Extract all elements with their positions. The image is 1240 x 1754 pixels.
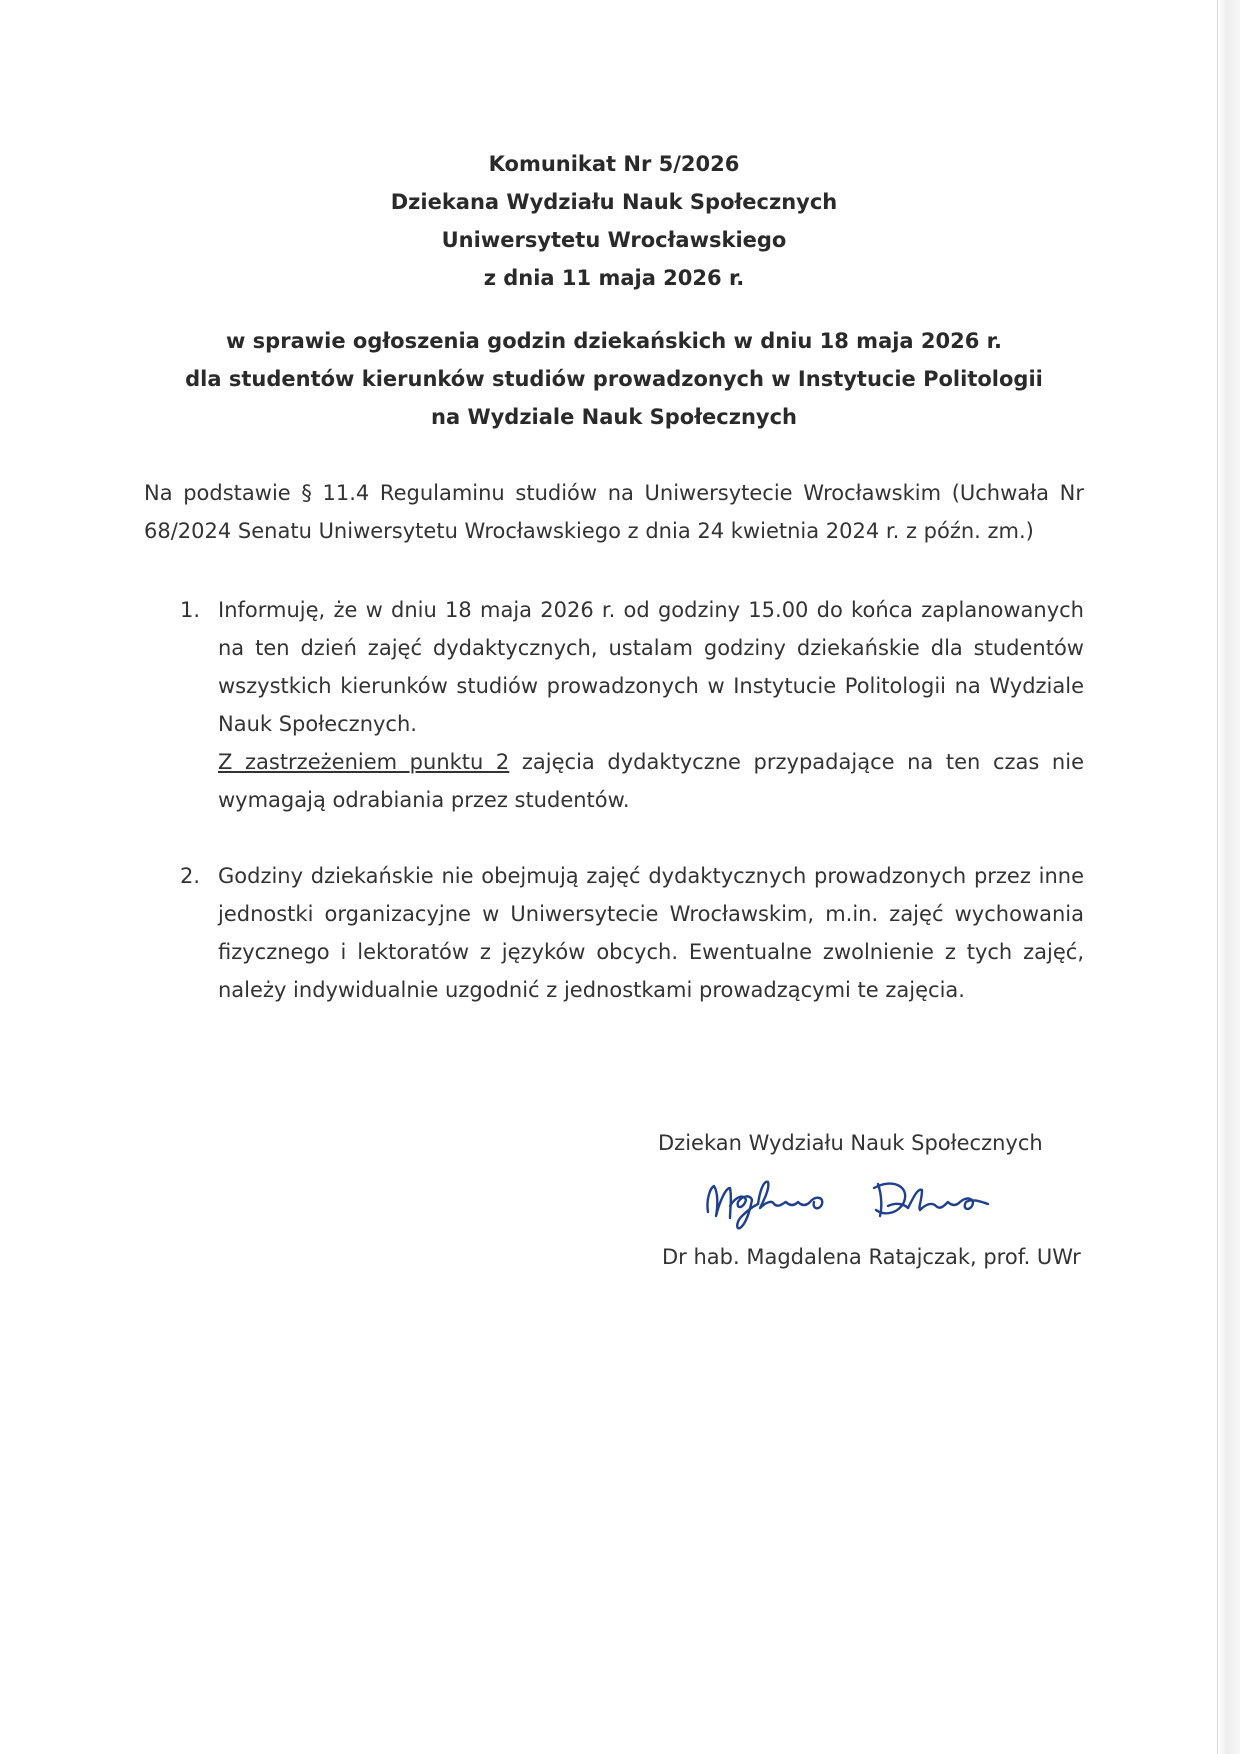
list-item — [180, 591, 1084, 831]
list-item — [180, 857, 1084, 1017]
paragraph-line: wszystkich kierunków studiów prowadzonych w Instytucie Politologii na Wydziale — [218, 674, 1084, 698]
paragraph-line: wymagają odrabiania przez studentów. — [218, 788, 630, 812]
list-item-text — [218, 591, 1084, 819]
underlined-reference: Z zastrzeżeniem punktu 2 — [218, 750, 510, 774]
paragraph-line: 68/2024 Senatu Uniwersytetu Wrocławskiego z dnia 24 kwietnia 2024 r. z późn. zm.) — [144, 519, 1034, 543]
paragraph-line: Informuję, że w dniu 18 maja 2026 r. od godziny 15.00 do końca zaplanowanych — [218, 598, 1084, 622]
paragraph-line: na ten dzień zajęć dydaktycznych, ustalam godziny dziekańskie dla studentów — [218, 636, 1084, 660]
subject-line: na Wydziale Nauk Społecznych — [431, 405, 797, 429]
signatory-title: Dziekan Wydziału Nauk Społecznych — [658, 1131, 1043, 1155]
document-subject — [0, 322, 1228, 436]
paragraph-line — [218, 743, 1084, 781]
signatory-name: Dr hab. Magdalena Ratajczak, prof. UWr — [662, 1245, 1081, 1269]
list-item-text — [218, 857, 1084, 1009]
list-item-number: 1. — [180, 598, 201, 622]
paragraph-line: Nauk Społecznych. — [218, 712, 417, 736]
legal-basis-paragraph — [144, 474, 1084, 550]
paragraph-line: jednostki organizacyjne w Uniwersytecie Wrocławskim, m.in. zajęć wychowania — [218, 902, 1084, 926]
subject-line: w sprawie ogłoszenia godzin dziekańskich w dniu 18 maja 2026 r. — [225, 329, 1003, 353]
paragraph-line: Godziny dziekańskie nie obejmują zajęć dydaktycznych prowadzonych przez inne — [218, 864, 1084, 888]
issuer: Dziekana Wydziału Nauk Społecznych — [390, 190, 838, 214]
issue-date: z dnia 11 maja 2026 r. — [483, 266, 745, 290]
document-header — [0, 145, 1228, 297]
announcement-number: Komunikat Nr 5/2026 — [488, 152, 740, 176]
subject-line: dla studentów kierunków studiów prowadzonych w Instytucie Politologii — [185, 367, 1043, 391]
list-item-number: 2. — [180, 864, 201, 888]
paragraph-line: Na podstawie § 11.4 Regulaminu studiów na Uniwersytecie Wrocławskim (Uchwała Nr — [144, 481, 1084, 505]
note-text: zajęcia dydaktyczne przypadające na ten czas nie — [509, 750, 1084, 774]
university: Uniwersytetu Wrocławskiego — [441, 228, 787, 252]
paragraph-line: fizycznego i lektoratów z języków obcych. Ewentualne zwolnienie z tych zajęć, — [218, 940, 1084, 964]
handwritten-signature — [700, 1166, 1020, 1236]
paragraph-line: należy indywidualnie uzgodnić z jednostkami prowadzącymi te zajęcia. — [218, 978, 965, 1002]
